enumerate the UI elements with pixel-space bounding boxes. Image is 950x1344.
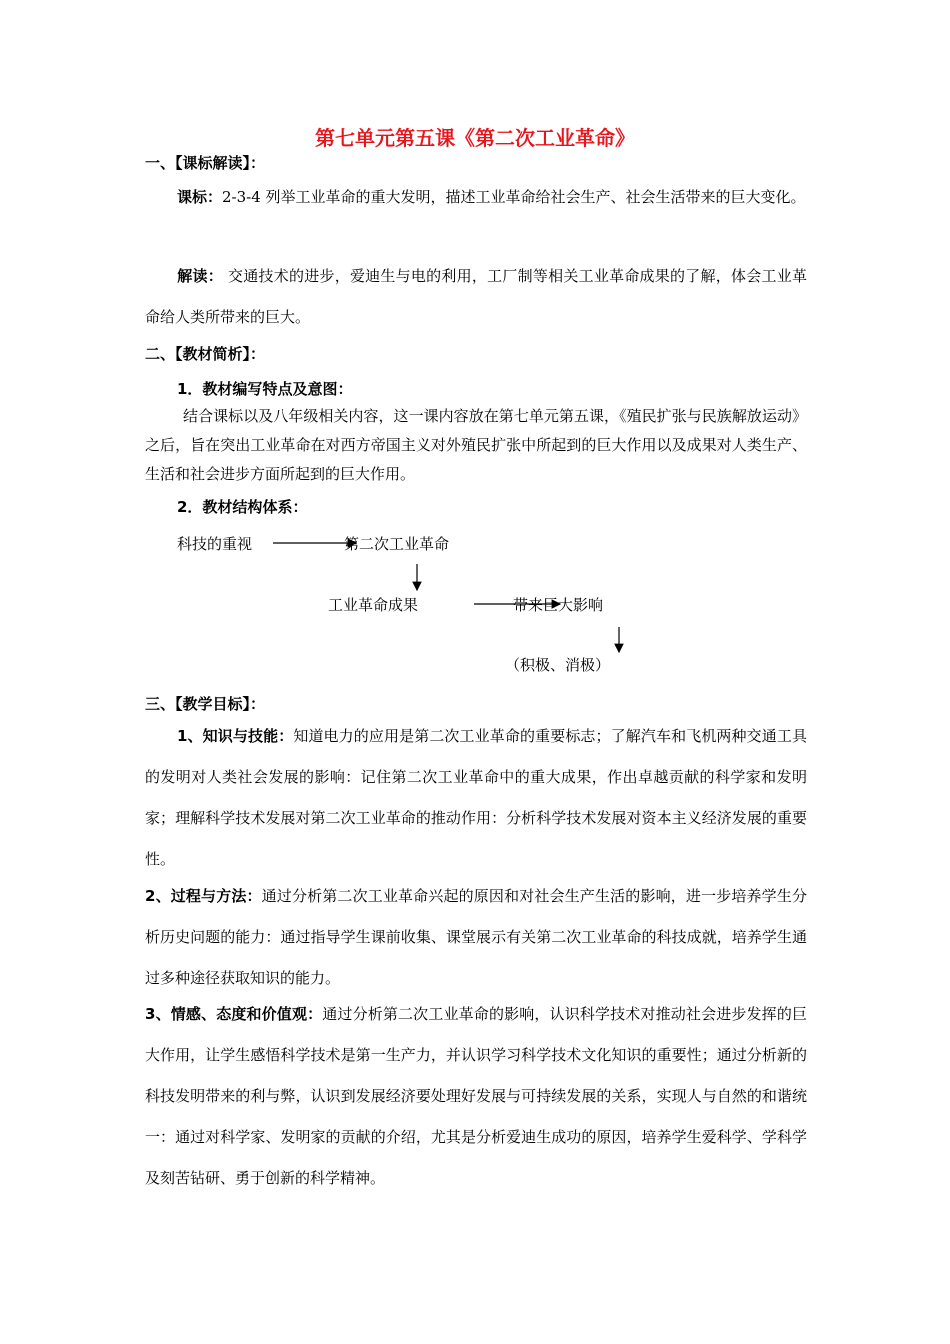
diagram-node-impact: 带来巨大影响 xyxy=(513,596,604,614)
interpret-paragraph xyxy=(145,256,807,338)
sub1-heading: 1．教材编写特点及意图： xyxy=(177,380,353,398)
section2-heading: 二、【教材简析】： xyxy=(145,345,266,363)
diagram-node-positive-negative: （积极、消极） xyxy=(505,656,611,674)
section3-heading: 三、【教学目标】： xyxy=(145,695,266,713)
sub2-heading: 2．教材结构体系： xyxy=(177,498,308,516)
curriculum-label: 课标： xyxy=(177,188,223,206)
goal3-text: 通过分析第二次工业革命的影响，认识科学技术对推动社会进步发挥的巨大作用，让学生感悟科学技术是第一生产力，并认识学习科学技术文化知识的重要性；通过分析新的科技发明带来的利与弊，认识到发展经济要处理好发展与可持续发展的关系，实现人与自然的和谐统一：通过对科学家、发明家的贡献的介绍，尤其是分析爱迪生成功的原因，培养学生爱科学、学科学及刻苦钻研、勇于创新的科学精神。 xyxy=(145,1005,807,1187)
diagram-node-revolution: 第二次工业革命 xyxy=(344,535,450,553)
sub1-text: 结合课标以及八年级相关内容，这一课内容放在第七单元第五课，《殖民扩张与民族解放运动》之后，旨在突出工业革命在对西方帝国主义对外殖民扩张中所起到的巨大作用以及成果对人类生产、生活和社会进步方面所起到的巨大作用。 xyxy=(145,407,807,483)
goal2-text: 通过分析第二次工业革命兴起的原因和对社会生产生活的影响，进一步培养学生分析历史问题的能力：通过指导学生课前收集、课堂展示有关第二次工业革命的科技成就，培养学生通过多种途径获取知识的能力。 xyxy=(145,887,807,987)
goal3-paragraph xyxy=(145,994,807,1199)
goal1-text: 知道电力的应用是第二次工业革命的重要标志；了解汽车和飞机两种交通工具的发明对人类社会发展的影响：记住第二次工业革命中的重大成果，作出卓越贡献的科学家和发明家；理解科学技术发展对第二次工业革命的推动作用：分析科学技术发展对资本主义经济发展的重要性。 xyxy=(145,727,807,868)
section1-heading: 一、【课标解读】： xyxy=(145,154,266,172)
goal1-label: 1、知识与技能： xyxy=(177,727,294,745)
goal2-paragraph xyxy=(145,876,807,999)
page-title: 第七单元第五课《第二次工业革命》 xyxy=(315,126,635,150)
interpret-text: 交通技术的进步，爱迪生与电的利用，工厂制等相关工业革命成果的了解，体会工业革命给人类所带来的巨大。 xyxy=(145,267,807,326)
goal3-label: 3、情感、态度和价值观： xyxy=(145,1005,323,1023)
diagram-node-tech: 科技的重视 xyxy=(177,535,253,553)
interpret-label: 解读： xyxy=(177,267,223,285)
goal2-label: 2、过程与方法： xyxy=(145,887,262,905)
sub1-paragraph xyxy=(145,402,807,489)
curriculum-text: 2-3-4 列举工业革命的重大发明，描述工业革命给社会生产、社会生活带来的巨大变化。 xyxy=(222,188,806,206)
diagram-node-achievements: 工业革命成果 xyxy=(328,596,419,614)
goal1-paragraph xyxy=(145,716,807,880)
curriculum-paragraph xyxy=(145,177,807,218)
